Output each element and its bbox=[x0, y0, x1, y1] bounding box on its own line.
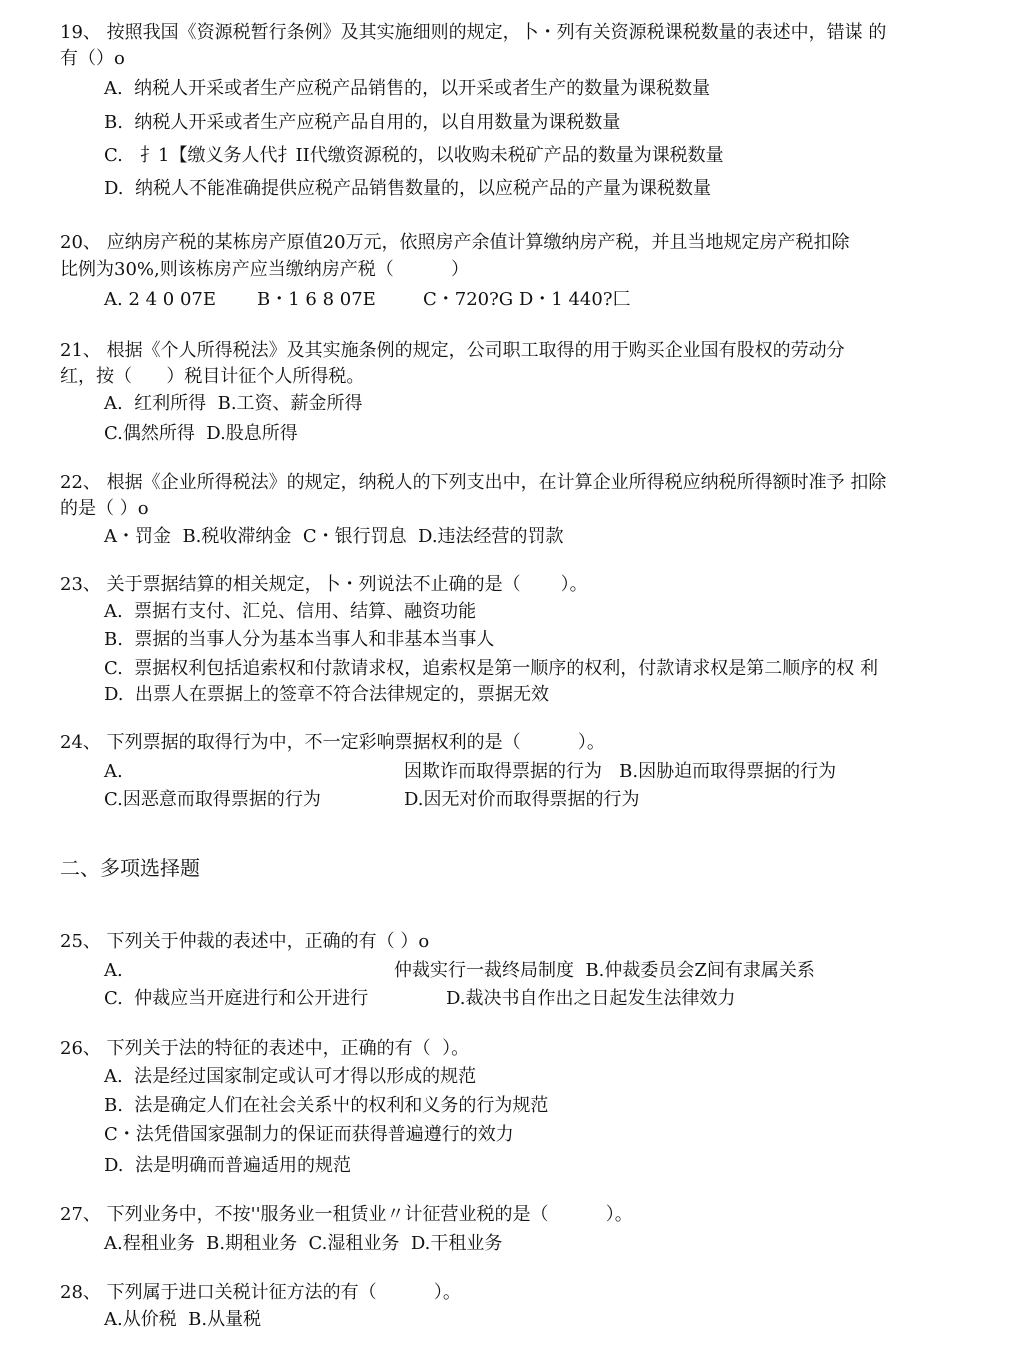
q20-option-a: A. 2 4 0 07E bbox=[104, 289, 217, 310]
q26-stem: 26、 下列关于法的特征的表述中，正确的有（ ）。 bbox=[60, 1038, 470, 1059]
q19-stem-line2: 有（）o bbox=[60, 48, 125, 69]
q23-option-b: B. 票据的当事人分为基本当事人和非基本当事人 bbox=[104, 629, 495, 650]
q24-stem: 24、 下列票据的取得行为中，不一定彩响票据权利的是（ ）。 bbox=[60, 732, 605, 753]
q26-option-c: C・法凭借国家强制力的保证而获得普遍遵行的效力 bbox=[104, 1124, 514, 1145]
q19-option-b: B. 纳税人开采或者生产应税产品自用的，以自用数量为课税数量 bbox=[104, 112, 621, 133]
q25-option-a-label: A. bbox=[104, 960, 123, 981]
section-title: 二、多项选择题 bbox=[60, 856, 200, 880]
q19-option-d: D. 纳税人不能准确提供应税产品销售数量的，以应税产品的产量为课税数量 bbox=[104, 178, 711, 199]
q24-option-d: D.因无对价而取得票据的行为 bbox=[404, 789, 640, 810]
q20-option-cd: C・720?G D・1 440?匚 bbox=[423, 289, 631, 310]
q21-stem-line2: 红，按（ ）税目计征个人所得税。 bbox=[60, 366, 365, 387]
q20-stem-line2: 比例为30%,则该栋房产应当缴纳房产税（ ） bbox=[60, 259, 469, 280]
q23-option-a: A. 票据冇支付、汇兑、信用、结算、融资功能 bbox=[104, 601, 477, 622]
q26-option-d: D. 法是明确而普遍适用的规范 bbox=[104, 1155, 351, 1176]
q25-stem: 25、 下列关于仲裁的表述中，正确的有（ ）o bbox=[60, 931, 430, 952]
q26-option-b: B. 法是确定人们在社会关系屮的权利和义务的行为规范 bbox=[104, 1095, 549, 1116]
q25-option-ab: 仲裁实行一裁终局制度 B.仲裁委员会Z间有隶属关系 bbox=[394, 960, 815, 981]
q20-option-b: B・1 6 8 07E bbox=[257, 289, 376, 310]
q22-options: A・罚金 B.税收滞纳金 C・银行罚息 D.违法经营的罚款 bbox=[104, 526, 564, 547]
q19-stem-line1: 19、 按照我国《资源税暂行条例》及其实施细则的规定，卜・列有关资源税课税数量的表述中，错谋 的 bbox=[60, 22, 887, 43]
q23-option-d: D. 出票人在票据上的签章不符合法律规定的，票据无效 bbox=[104, 684, 549, 705]
q22-stem-line1: 22、 根据《企业所得税法》的规定，纳税人的下列支出中，在计算企业所得税应纳税所得额时准予 扣除 bbox=[60, 472, 887, 493]
q25-option-d: D.裁决书自作出之日起发生法律效力 bbox=[446, 988, 736, 1009]
q27-options: A.程租业务 B.期租业务 C.湿租业务 D.干租业务 bbox=[104, 1233, 503, 1254]
q20-stem-line1: 20、 应纳房产税的某栋房产原值20万元，依照房产余值计算缴纳房产税，并且当地规定房产税扣除 bbox=[60, 232, 850, 253]
q21-stem-line1: 21、 根据《个人所得税法》及其实施条例的规定，公司职工取得的用于购买企业国有股权的劳动分 bbox=[60, 340, 845, 361]
q25-option-c: C. 仲裁应当开庭进行和公开进行 bbox=[104, 988, 369, 1009]
q23-stem: 23、 关于票据结算的相关规定，卜・列说法不止确的是（ ）。 bbox=[60, 574, 588, 595]
q24-option-ab: 因欺诈而取得票据的行为 B.因胁迫而取得票据的行为 bbox=[404, 761, 837, 782]
q19-option-c: C. 扌1【缴义务人代扌II代缴资源税的，以收购未税矿产品的数量为课税数量 bbox=[104, 145, 724, 166]
q27-stem: 27、 下列业务中，不按''服务业一租赁业〃计征营业税的是（ ）。 bbox=[60, 1204, 633, 1225]
q24-option-c: C.因恶意而取得票据的行为 bbox=[104, 789, 321, 810]
q28-options: A.从价税 B.从量税 bbox=[104, 1309, 262, 1330]
q26-option-a: A. 法是经过国家制定或认可才得以形成的规范 bbox=[104, 1066, 477, 1087]
q21-option-ab: A. 红利所得 B.工资、薪金所得 bbox=[104, 393, 363, 414]
q23-option-c: C. 票据权利包括追索权和付款请求权，追索权是第一顺序的权利，付款请求权是第二顺序的权 利 bbox=[104, 658, 879, 679]
q22-stem-line2: 的是（ ）o bbox=[60, 498, 149, 519]
q24-option-a-label: A. bbox=[104, 761, 123, 782]
q21-option-cd: C.偶然所得 D.股息所得 bbox=[104, 423, 298, 444]
q19-option-a: A. 纳税人开采或者生产应税产品销售的，以开采或者生产的数量为课税数量 bbox=[104, 78, 711, 99]
q28-stem: 28、 下列属于进口关税计征方法的有（ ）。 bbox=[60, 1282, 461, 1303]
